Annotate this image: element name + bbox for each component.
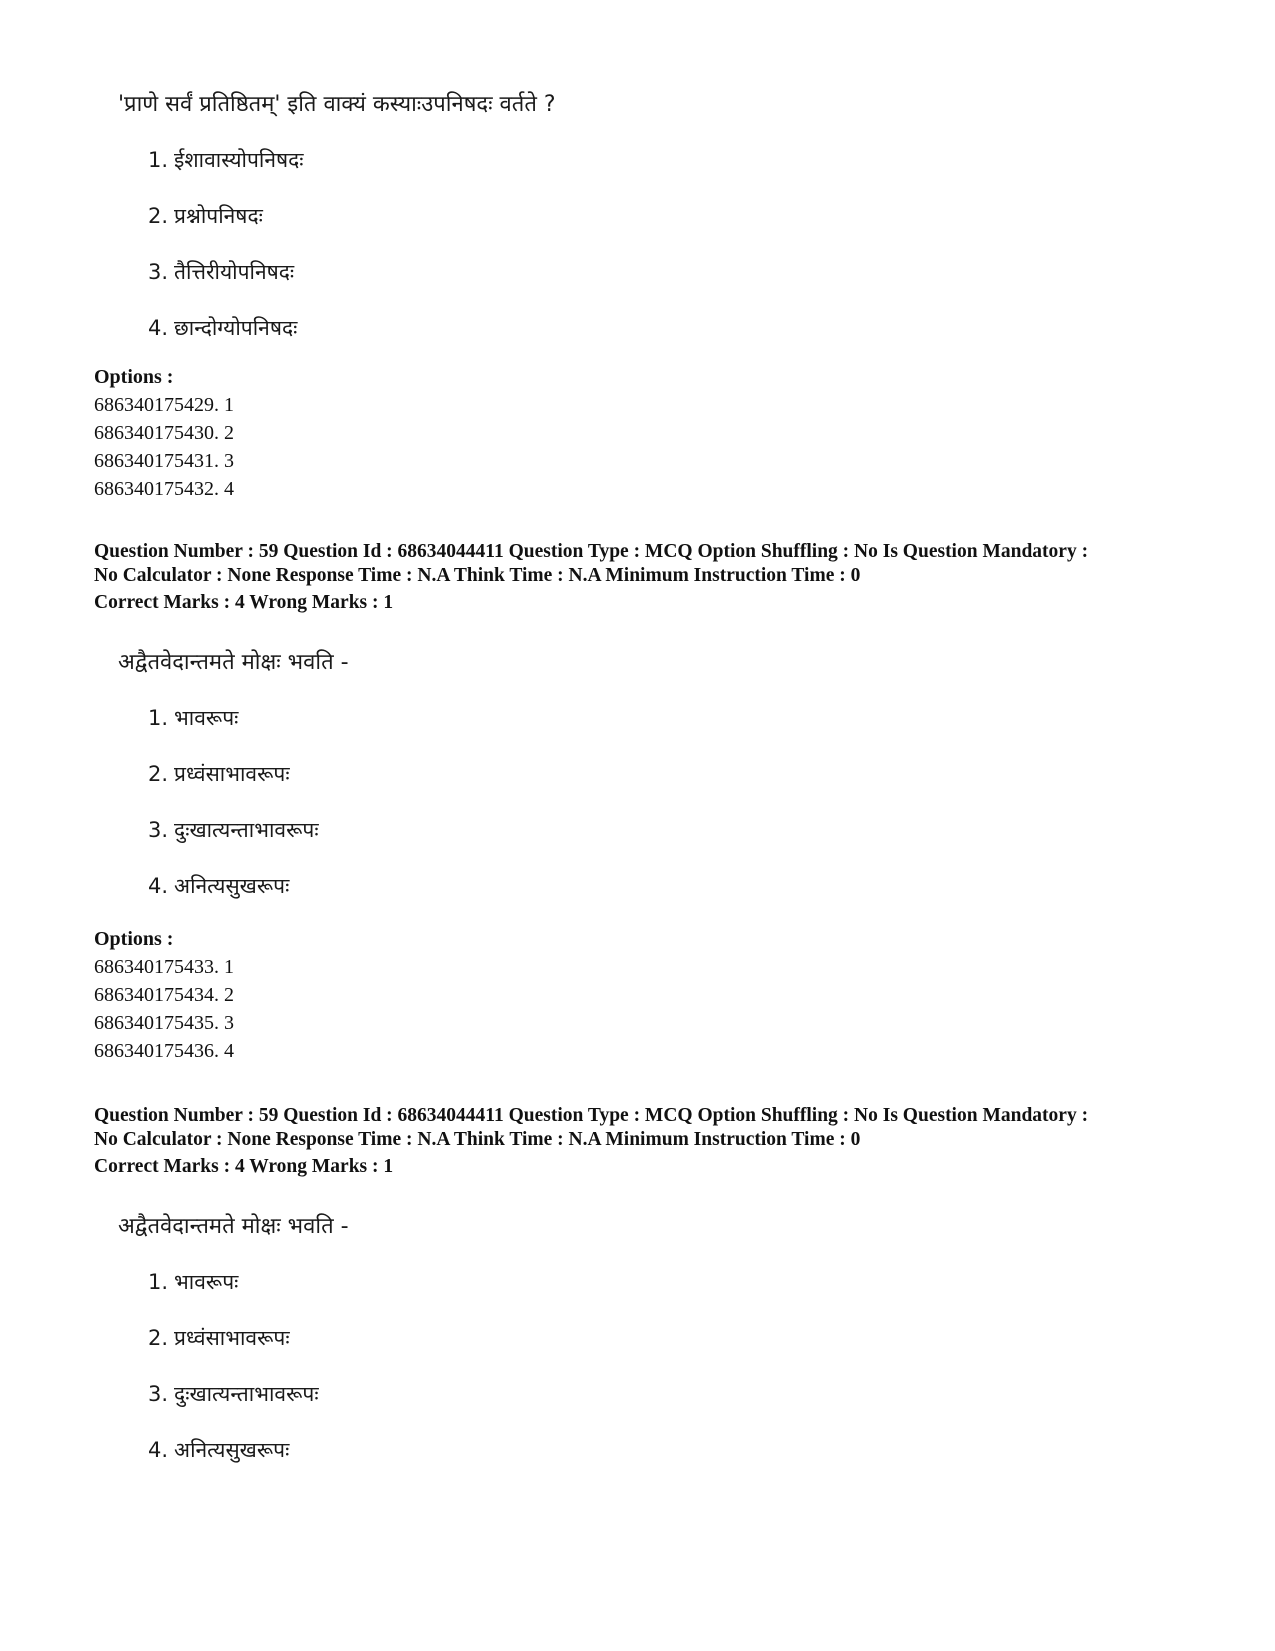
choice-item xyxy=(148,872,289,900)
choice-text: अनित्यसुखरूपः xyxy=(174,874,290,898)
choice-item xyxy=(148,314,297,342)
choice-number: 3. xyxy=(148,1382,169,1406)
choice-text: प्रश्नोपनिषदः xyxy=(174,204,263,228)
question-meta-line: Question Number : 59 Question Id : 68634044411 Question Type : MCQ Option Shuffling : No Is Question Mandatory : xyxy=(94,541,1089,562)
choice-text: ईशावास्योपनिषदः xyxy=(174,148,304,172)
choice-number: 2. xyxy=(148,762,169,786)
question-text: अद्वैतवेदान्तमते मोक्षः भवति - xyxy=(118,650,349,675)
choice-number: 1. xyxy=(148,706,169,730)
choice-item xyxy=(148,1324,290,1352)
options-label: Options : xyxy=(94,366,174,388)
choice-text: भावरूपः xyxy=(174,1270,239,1294)
choice-number: 3. xyxy=(148,260,169,284)
choice-item xyxy=(148,1268,238,1296)
question-text: अद्वैतवेदान्तमते मोक्षः भवति - xyxy=(118,1214,349,1239)
choice-item xyxy=(148,146,304,174)
choice-item xyxy=(148,1436,289,1464)
question-meta xyxy=(94,540,1224,588)
marks-line: Correct Marks : 4 Wrong Marks : 1 xyxy=(94,1156,394,1177)
choice-text: छान्दोग्योपनिषदः xyxy=(174,316,298,340)
choice-item xyxy=(148,202,263,230)
choice-item xyxy=(148,258,294,286)
question-meta xyxy=(94,1104,1224,1152)
choice-item xyxy=(148,1380,319,1408)
question-meta-line: Question Number : 59 Question Id : 68634044411 Question Type : MCQ Option Shuffling : No Is Question Mandatory : xyxy=(94,1105,1089,1126)
choice-number: 4. xyxy=(148,316,169,340)
options-label: Options : xyxy=(94,928,174,950)
choice-number: 1. xyxy=(148,1270,169,1294)
choice-number: 2. xyxy=(148,1326,169,1350)
choice-item xyxy=(148,816,319,844)
option-id-line: 686340175430. 2 xyxy=(94,422,234,444)
choice-number: 3. xyxy=(148,818,169,842)
choice-text: प्रध्वंसाभावरूपः xyxy=(174,762,290,786)
choice-item xyxy=(148,704,238,732)
question-text: 'प्राणे सर्वं प्रतिष्ठितम्' इति वाक्यं कस्याःउपनिषदः वर्तते ? xyxy=(118,92,556,117)
choice-text: अनित्यसुखरूपः xyxy=(174,1438,290,1462)
option-id-line: 686340175434. 2 xyxy=(94,984,234,1006)
option-id-line: 686340175433. 1 xyxy=(94,956,234,978)
choice-item xyxy=(148,760,290,788)
option-id-line: 686340175432. 4 xyxy=(94,478,234,500)
choice-text: तैत्तिरीयोपनिषदः xyxy=(174,260,295,284)
marks-line: Correct Marks : 4 Wrong Marks : 1 xyxy=(94,592,394,613)
option-id-line: 686340175435. 3 xyxy=(94,1012,234,1034)
question-meta-line: No Calculator : None Response Time : N.A Think Time : N.A Minimum Instruction Time : 0 xyxy=(94,565,861,586)
choice-number: 4. xyxy=(148,1438,169,1462)
choice-text: दुःखात्यन्ताभावरूपः xyxy=(174,1382,319,1406)
choice-number: 1. xyxy=(148,148,169,172)
choice-number: 2. xyxy=(148,204,169,228)
choice-number: 4. xyxy=(148,874,169,898)
choice-text: दुःखात्यन्ताभावरूपः xyxy=(174,818,319,842)
option-id-line: 686340175436. 4 xyxy=(94,1040,234,1062)
choice-text: प्रध्वंसाभावरूपः xyxy=(174,1326,290,1350)
option-id-line: 686340175429. 1 xyxy=(94,394,234,416)
choice-text: भावरूपः xyxy=(174,706,239,730)
question-meta-line: No Calculator : None Response Time : N.A Think Time : N.A Minimum Instruction Time : 0 xyxy=(94,1129,861,1150)
option-id-line: 686340175431. 3 xyxy=(94,450,234,472)
